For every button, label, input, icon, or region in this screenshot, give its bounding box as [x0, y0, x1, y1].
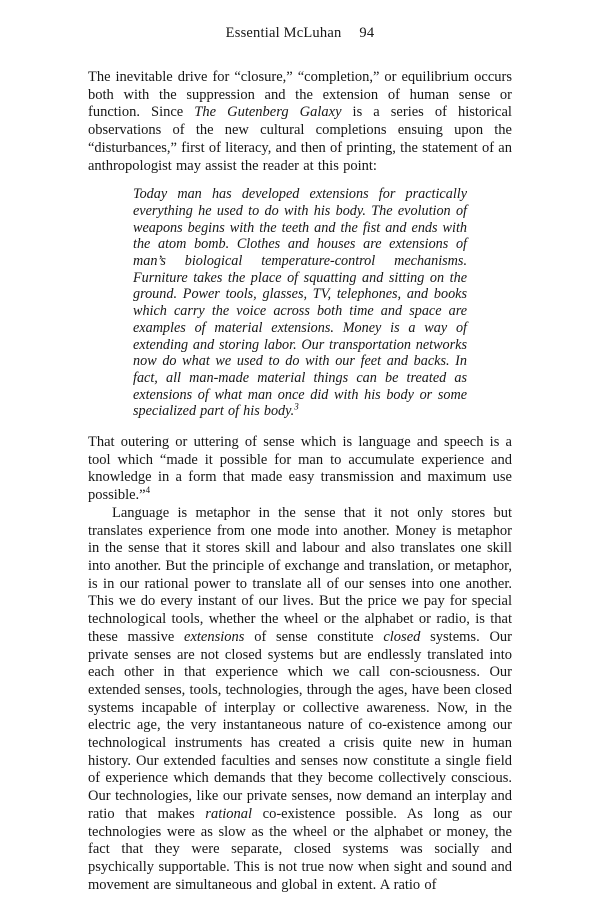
text-run: Language is metaphor in the sense that it not only stores but translates experience from one mode into another. Money is metaphor in the sense that it stores skill and labour and also translates one skill into another. But the principle of exchange and translation, or metaphor, is in our rational power to translate all of our senses into one another. This we do every instant of our lives. But the price we pay for special technological tools, whether the wheel or the alphabet or radio, is that these massive	[88, 504, 512, 645]
text-run: systems. Our private senses are not closed systems but are endlessly translated into each other in that experience which we call con-sciousness. Our extended senses, tools, technologies, through the ages, have been closed systems incapable of interplay or collective awareness. Now, in the electric age, the very instantaneous nature of co-existence among our technological instruments has created a crisis quite new in human history. Our extended faculties and senses now constitute a single field of experience which demands that they become collectively conscious. Our technologies, like our private senses, now demand an interplay and ratio that makes	[88, 628, 513, 822]
header-book-title: Essential McLuhan	[225, 25, 342, 41]
text-run: is a series of historical observations of the new cultural completions ensuing upon the “disturbances,” first of literacy, and then of printing, the statement of an anthropologist may assist the reader at this point:	[88, 104, 512, 174]
block-quote	[133, 186, 467, 420]
text-run: The inevitable drive for “closure,” “completion,” or equilibrium occurs both with the suppression and the extension of human sense or function. Since	[88, 69, 512, 121]
text-run: extensions	[184, 628, 245, 645]
paragraph-outering	[88, 434, 512, 505]
text-run: closed	[383, 628, 421, 645]
text-run: The Gutenberg Galaxy	[194, 104, 342, 121]
text-run: That outering or uttering of sense which is language and speech is a tool which “made it possible for man to accumulate experience and knowledge in a form that made easy transmission and maximum use possible.”	[88, 434, 512, 504]
page-body	[88, 69, 512, 894]
footnote-marker: 3	[294, 401, 299, 412]
page-number: 94	[359, 25, 375, 41]
text-run: of sense constitute	[244, 628, 384, 645]
running-header	[0, 25, 600, 42]
text-run: co-existence possible. As long as our technologies were as slow as the wheel or the alphabet or money, the fact that they were separate, closed systems was socially and psychically supportable. This is not true now when sight and sound and movement are simultaneous and global in extent. A ratio of	[88, 805, 512, 893]
footnote-marker: 4	[145, 485, 151, 496]
text-run: Today man has developed extensions for practically everything he used to do with his body. The evolution of weapons begins with the teeth and the fist and ends with the atom bomb. Clothes and houses are extensions of man’s biological temperature-control mechanisms. Furniture takes the place of squatting and sitting on the ground. Power tools, glasses, TV, telephones, and books which carry the voice across both time and space are examples of material extensions. Money is a way of extending and storing labor. Our transportation networks now do what we used to do with our feet and backs. In fact, all man-made material things can be treated as extensions of what man once did with his body or some specialized part of his body.	[133, 186, 467, 420]
paragraph-language-metaphor	[88, 505, 512, 894]
paragraph-intro	[88, 69, 512, 175]
text-run: rational	[205, 805, 253, 822]
